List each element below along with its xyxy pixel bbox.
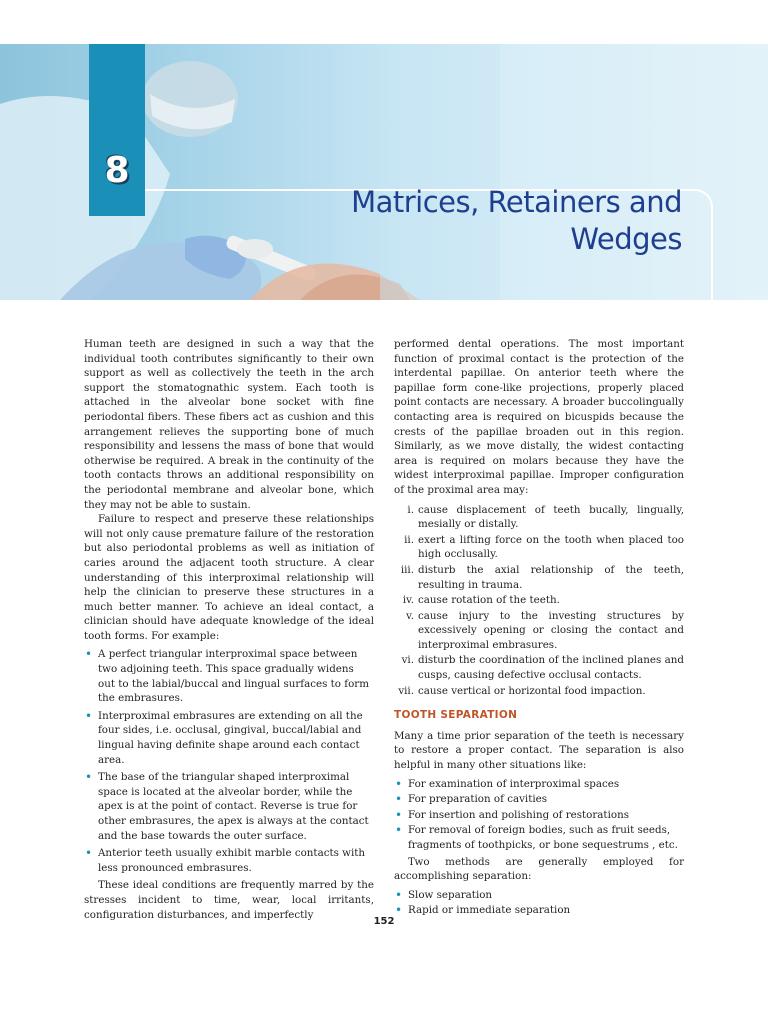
list-item: ii. exert a lifting force on the tooth when placed too high occlusally.	[404, 533, 684, 561]
list-item: • The base of the triangular shaped interproximal space is located at the alveolar border, while the apex is at the point of contact. Reverse is true for other embrasures, the apex is always at the contact and the base towards the outer surface.	[84, 770, 374, 843]
example-list	[84, 647, 374, 875]
list-item: • For removal of foreign bodies, such as fruit seeds, fragments of toothpicks, or bone sequestrums , etc.	[394, 823, 684, 852]
chapter-title-line-2: Wedges	[570, 222, 682, 256]
chapter-title	[262, 184, 682, 258]
list-item: • Slow separation	[394, 888, 684, 903]
effects-list	[394, 503, 684, 699]
paragraph: Failure to respect and preserve these relationships will not only cause premature failure of the restoration but also periodontal problems as well as initiation of caries around the adjacent tooth structure. A clear understanding of this interproximal relationship will help the clinician to preserve these structures in a much better manner. To achieve an ideal contact, a clinician should have adequate knowledge of the ideal tooth forms. For example:	[84, 513, 374, 642]
list-item: iv. cause rotation of the teeth.	[402, 594, 560, 607]
left-column	[84, 337, 374, 922]
list-item: iii. disturb the axial relationship of the teeth, resulting in trauma.	[400, 563, 684, 591]
list-item: • For examination of interproximal spaces	[394, 777, 684, 792]
list-item: • Rapid or immediate separation	[394, 903, 684, 918]
list-item: • A perfect triangular interproximal space between two adjoining teeth. This space gradually widens out to the labial/buccal and lingual surfaces to form the embrasures.	[84, 647, 374, 705]
list-item: vii. cause vertical or horizontal food impaction.	[398, 684, 646, 697]
page-number: 152	[373, 916, 395, 927]
paragraph: These ideal conditions are frequently marred by the stresses incident to time, wear, local irritants, configuration disturbances, and imperfectly	[84, 879, 374, 921]
list-item: • For preparation of cavities	[394, 792, 684, 807]
list-item: • Anterior teeth usually exhibit marble contacts with less pronounced embrasures.	[84, 846, 374, 875]
section-heading: TOOTH SEPARATION	[394, 709, 518, 722]
list-item: i. cause displacement of teeth bucally, lingually, mesially or distally.	[407, 503, 684, 531]
paragraph: Human teeth are designed in such a way that the individual tooth contributes significantly to their own support as well as collectively the teeth in the arch support the stomatognathic system. Each tooth is attached in the alveolar bone socket with fine periodontal fibers. These fibers act as cushion and this arrangement relieves the supporting bone of much responsibility and lessens the mass of bone that would otherwise be required. A break in the continuity of the tooth contacts throws an additional responsibility on the periodontal membrane and alveolar bone, which they may not be able to sustain.	[84, 338, 374, 511]
chapter-title-line-1: Matrices, Retainers and	[351, 185, 682, 219]
right-column	[394, 337, 684, 920]
list-item: vi. disturb the coordination of the inclined planes and cusps, causing defective occlusal contacts.	[401, 654, 684, 682]
chapter-number: 8	[104, 150, 130, 191]
paragraph: Two methods are generally employed for accomplishing separation:	[394, 855, 684, 883]
list-item: v. cause injury to the investing structures by excessively opening or closing the contact and interproximal embrasures.	[406, 609, 684, 651]
list-item: • Interproximal embrasures are extending on all the four sides, i.e. occlusal, gingival, buccal/labial and lingual having definite shape around each contact area.	[84, 709, 374, 767]
separation-methods-list	[394, 888, 684, 918]
paragraph: Many a time prior separation of the teeth is necessary to restore a proper contact. The separation is also helpful in many other situations like:	[394, 729, 684, 772]
separation-uses-list	[394, 777, 684, 853]
paragraph: performed dental operations. The most important function of proximal contact is the protection of the interdental papillae. On anterior teeth where the papillae form cone-like projections, properly placed point contacts are necessary. A broader buccolingually contacting area is required on bicuspids because the crests of the papillae broaden out in this region. Similarly, as we move distally, the widest contacting area is required on molars because they have the widest interproximal papillae. Improper configuration of the proximal area may:	[394, 338, 684, 496]
list-item: • For insertion and polishing of restorations	[394, 808, 684, 823]
